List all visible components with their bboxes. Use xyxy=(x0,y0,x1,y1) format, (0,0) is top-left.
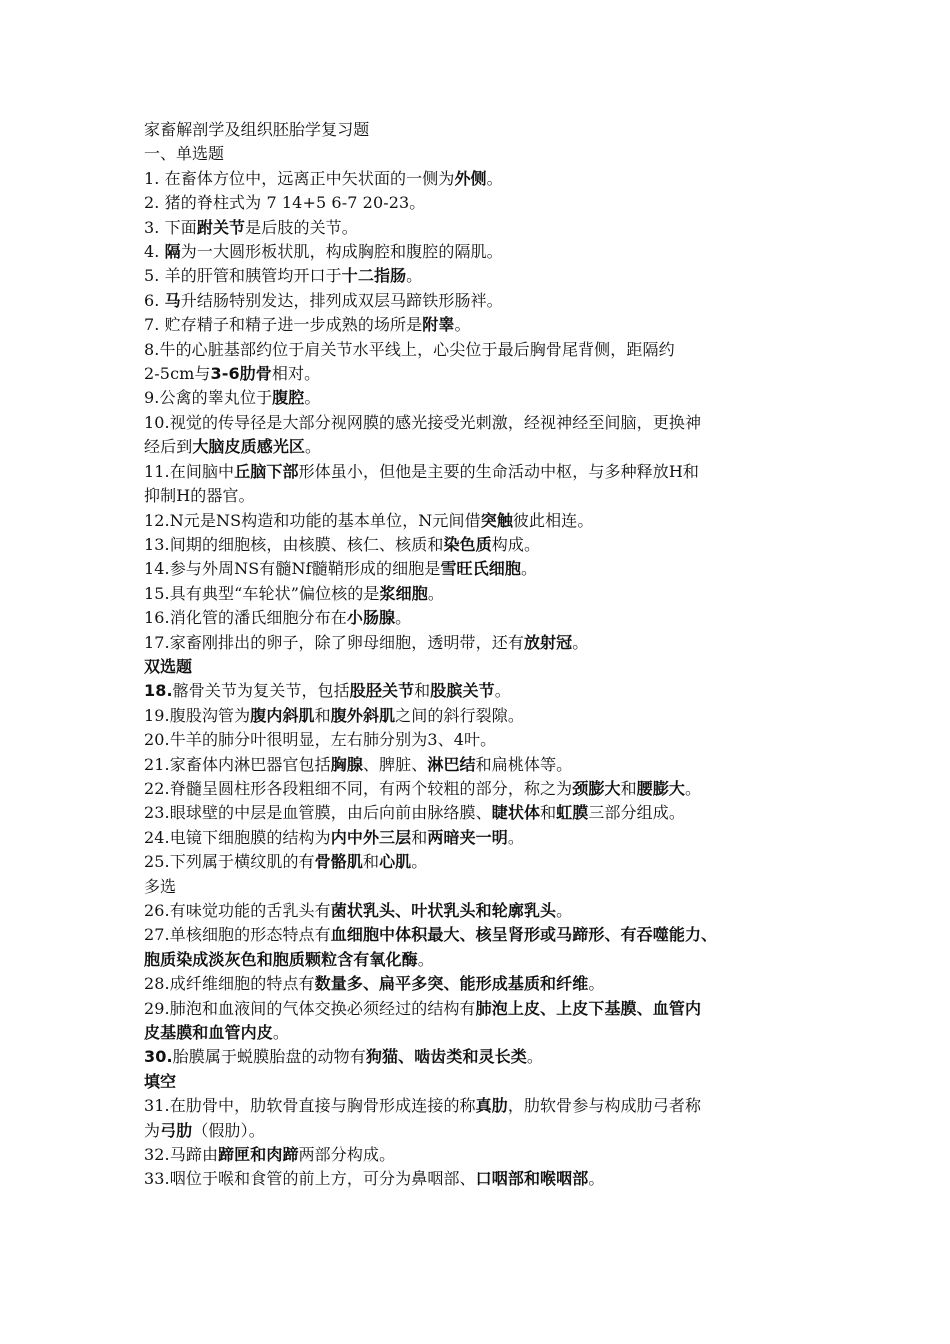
line-text: 。 xyxy=(526,1047,543,1067)
bold-answer-text: 30. xyxy=(144,1047,173,1067)
line-text: 和 xyxy=(411,827,428,847)
line-text: 彼此相连。 xyxy=(512,510,594,530)
text-line xyxy=(144,460,850,484)
text-line xyxy=(144,728,850,752)
bold-answer-text: 菌状乳头、叶状乳头和轮廓乳头 xyxy=(330,901,557,920)
bold-answer-text: 染色质 xyxy=(443,534,492,554)
text-line xyxy=(144,411,850,435)
line-text: 3. 下面 xyxy=(144,217,197,237)
line-text: 。 xyxy=(588,974,605,994)
line-text: 31.在肋骨中，肋软骨直接与胸骨形成连接的称 xyxy=(144,1096,476,1116)
text-line xyxy=(144,753,850,777)
document-title: 家畜解剖学及组织胚胎学复习题 xyxy=(144,120,370,139)
line-text: 。 xyxy=(272,1023,289,1043)
bold-answer-text: 真肋 xyxy=(475,1096,508,1116)
line-text: 髂骨关节为复关节，包括 xyxy=(172,681,350,701)
bold-answer-text: 腹腔 xyxy=(272,388,305,408)
text-line xyxy=(144,1021,850,1045)
line-text: 为 xyxy=(144,1120,161,1140)
line-text: 29.肺泡和血液间的气体交换必须经过的结构有 xyxy=(144,998,476,1018)
line-text: 28.成纤维细胞的特点有 xyxy=(144,974,315,994)
line-text: 。 xyxy=(572,632,589,652)
line-text: 1. 在畜体方位中，远离正中矢状面的一侧为 xyxy=(144,168,455,188)
line-text: 26.有味觉功能的舌乳头有 xyxy=(144,901,331,920)
bold-answer-text: 双选题 xyxy=(144,656,193,676)
text-line xyxy=(144,386,850,410)
line-text: 19.腹股沟管为 xyxy=(144,705,251,725)
line-text: 。 xyxy=(304,388,321,408)
line-text: 相对。 xyxy=(271,364,321,384)
section-heading xyxy=(144,655,850,679)
line-text: 和 xyxy=(362,852,380,872)
text-line xyxy=(144,1045,850,1069)
text-line xyxy=(144,801,850,825)
bold-answer-text: 小肠腺 xyxy=(346,608,396,628)
text-line xyxy=(144,923,850,947)
line-text: 升结肠特别发达，排列成双层马蹄铁形肠袢。 xyxy=(180,290,503,310)
bold-answer-text: 放射冠 xyxy=(523,632,573,652)
line-text: 17.家畜刚排出的卵子，除了卵母细胞，透明带，还有 xyxy=(144,632,524,652)
text-line xyxy=(144,582,850,606)
line-text: 。 xyxy=(395,608,412,628)
bold-answer-text: 睫状体 xyxy=(491,803,541,823)
line-text: 11.在间脑中 xyxy=(144,461,235,481)
line-text: 25.下列属于横纹肌的有 xyxy=(144,852,315,872)
line-text: 和 xyxy=(540,803,557,823)
line-text: 5. 羊的肝管和胰管均开口于 xyxy=(144,266,342,286)
line-text: 多选 xyxy=(144,876,177,896)
line-text: 2. 猪的脊柱式为 7 14+5 6-7 20-23。 xyxy=(144,193,426,213)
bold-answer-text: 颈膨大 xyxy=(572,778,621,798)
bold-answer-text: 突触 xyxy=(480,510,513,530)
line-text: 27.单核细胞的形态特点有 xyxy=(144,925,331,945)
line-text: 13.间期的细胞核，由核膜、核仁、核质和 xyxy=(144,534,444,554)
text-line xyxy=(144,631,850,655)
bold-answer-text: 外侧 xyxy=(454,168,487,188)
text-line xyxy=(144,509,850,533)
line-text: 抑制H的器官。 xyxy=(144,486,255,506)
line-text: 。 xyxy=(556,901,573,920)
line-text: 23.眼球壁的中层是血管膜，由后向前由脉络膜、 xyxy=(144,803,492,823)
text-line xyxy=(144,948,850,972)
line-text: 。 xyxy=(494,681,511,701)
text-line xyxy=(144,1167,850,1191)
line-text: 4. xyxy=(144,242,165,262)
line-text: 。 xyxy=(417,949,434,969)
bold-answer-text: 隔 xyxy=(164,242,181,262)
line-text: 10.视觉的传导径是大部分视网膜的感光接受光刺激，经视神经至间脑，更换神 xyxy=(144,412,702,432)
line-text: 2-5cm与 xyxy=(144,364,211,384)
line-text: 21.家畜体内淋巴器官包括 xyxy=(144,754,331,774)
bold-answer-text: 大脑皮质感光区 xyxy=(192,437,306,457)
text-line xyxy=(144,899,850,923)
text-line xyxy=(144,850,850,874)
line-text: 。 xyxy=(588,1169,605,1189)
bold-answer-text: 丘脑下部 xyxy=(234,461,299,481)
text-line xyxy=(144,484,850,508)
line-text: 胎膜属于蜕膜胎盘的动物有 xyxy=(172,1047,366,1067)
line-text: 14.参与外周NS有髓Nf髓鞘形成的细胞是 xyxy=(144,559,441,579)
line-text: 经后到 xyxy=(144,437,193,457)
bold-answer-text: 皮基膜和血管内皮 xyxy=(144,1023,273,1043)
text-line xyxy=(144,264,850,288)
line-text: 8.牛的心脏基部约位于肩关节水平线上，心尖位于最后胸骨尾背侧，距隔约 xyxy=(144,339,675,359)
text-line xyxy=(144,313,850,337)
bold-answer-text: 股胫关节 xyxy=(349,681,415,701)
text-line xyxy=(144,216,850,240)
bold-answer-text: 附睾 xyxy=(422,315,455,335)
text-line xyxy=(144,1094,850,1118)
bold-answer-text: 血细胞中体积最大、核呈肾形或马蹄形、有吞噬能力、 xyxy=(330,925,718,945)
line-text: 构成。 xyxy=(491,534,541,554)
bold-answer-text: 弓肋 xyxy=(160,1120,193,1140)
line-text: 。 xyxy=(486,168,503,188)
text-line xyxy=(144,362,850,386)
text-line xyxy=(144,289,850,313)
line-text: 是后肢的关节。 xyxy=(245,217,358,237)
bold-answer-text: 胞质染成淡灰色和胞质颗粒含有氧化酶 xyxy=(144,949,418,969)
line-text: （假肋）。 xyxy=(192,1120,265,1140)
text-line xyxy=(144,1119,850,1143)
line-text: 之间的斜行裂隙。 xyxy=(395,705,524,725)
text-line xyxy=(144,997,850,1021)
line-text: 9.公禽的睾丸位于 xyxy=(144,388,273,408)
bold-answer-text: 18. xyxy=(144,681,173,701)
line-text: 和 xyxy=(414,681,431,701)
bold-answer-text: 两暗夹一明 xyxy=(427,827,508,847)
text-line xyxy=(144,533,850,557)
bold-answer-text: 十二指肠 xyxy=(341,266,407,286)
line-text: 。 xyxy=(520,559,538,579)
section-heading xyxy=(144,875,850,899)
line-text: 和 xyxy=(620,778,637,798)
line-text: 和 xyxy=(314,705,331,725)
bold-answer-text: 跗关节 xyxy=(196,217,246,237)
line-text: 33.咽位于喉和食管的前上方，可分为鼻咽部、 xyxy=(144,1169,476,1189)
line-text: 两部分构成。 xyxy=(298,1145,396,1165)
text-line xyxy=(144,435,850,459)
text-line xyxy=(144,826,850,850)
line-text: 形体虽小，但他是主要的生命活动中枢，与多种释放H和 xyxy=(298,461,700,481)
document-body xyxy=(144,142,850,1191)
line-text: 12.N元是NS构造和功能的基本单位，N元间借 xyxy=(144,510,481,530)
bold-answer-text: 数量多、扁平多突、能形成基质和纤维 xyxy=(314,974,589,994)
line-text: 。 xyxy=(507,827,524,847)
bold-answer-text: 马 xyxy=(164,290,181,310)
line-text: 。 xyxy=(684,778,702,798)
bold-answer-text: 腹内斜肌 xyxy=(250,705,315,725)
text-line xyxy=(144,191,850,215)
line-text: 。 xyxy=(411,852,428,872)
line-text: 32.马蹄由 xyxy=(144,1145,219,1165)
line-text: 22.脊髓呈圆柱形各段粗细不同，有两个较粗的部分，称之为 xyxy=(144,778,573,798)
bold-answer-text: 内中外三层 xyxy=(330,827,412,847)
section-heading xyxy=(144,1070,850,1094)
text-line xyxy=(144,606,850,630)
text-line xyxy=(144,338,850,362)
bold-answer-text: 虹膜 xyxy=(556,803,589,823)
text-line xyxy=(144,167,850,191)
line-text: 6. xyxy=(144,290,165,310)
bold-answer-text: 心肌 xyxy=(379,852,412,872)
bold-answer-text: 填空 xyxy=(144,1071,177,1091)
bold-answer-text: 肺泡上皮、上皮下基膜、血管内 xyxy=(475,998,702,1018)
bold-answer-text: 狗猫、啮齿类和灵长类 xyxy=(365,1047,527,1067)
text-line xyxy=(144,972,850,996)
line-text: ，肋软骨参与构成肋弓者称 xyxy=(507,1096,702,1116)
text-line xyxy=(144,1143,850,1167)
bold-answer-text: 雪旺氏细胞 xyxy=(440,559,521,579)
bold-answer-text: 骨骼肌 xyxy=(314,852,363,872)
bold-answer-text: 腰膨大 xyxy=(636,778,685,798)
bold-answer-text: 胸腺 xyxy=(330,754,363,774)
bold-answer-text: 口咽部和喉咽部 xyxy=(475,1169,589,1189)
text-line xyxy=(144,777,850,801)
line-text: 20.牛羊的肺分叶很明显，左右肺分别为3、4叶。 xyxy=(144,730,497,750)
section-heading xyxy=(144,142,850,166)
bold-answer-text: 腹外斜肌 xyxy=(330,705,396,725)
line-text: 、脾脏、 xyxy=(362,754,428,774)
bold-answer-text: 3-6肋骨 xyxy=(210,364,272,384)
line-text: 。 xyxy=(454,315,471,335)
bold-answer-text: 蹄匣和肉蹄 xyxy=(218,1145,299,1165)
line-text: 。 xyxy=(406,266,423,286)
line-text: 三部分组成。 xyxy=(588,803,685,823)
line-text: 7. 贮存精子和精子进一步成熟的场所是 xyxy=(144,315,423,335)
text-line xyxy=(144,704,850,728)
text-line xyxy=(144,557,850,581)
text-line xyxy=(144,240,850,264)
bold-answer-text: 浆细胞 xyxy=(379,583,428,603)
line-text: 一、单选题 xyxy=(144,144,225,164)
bold-answer-text: 股膑关节 xyxy=(430,681,495,701)
line-text: 24.电镜下细胞膜的结构为 xyxy=(144,827,331,847)
bold-answer-text: 淋巴结 xyxy=(427,754,476,774)
line-text: 。 xyxy=(305,437,322,457)
text-line xyxy=(144,679,850,703)
line-text: 15.具有典型“车轮状”偏位核的是 xyxy=(144,583,380,603)
line-text: 16.消化管的潘氏细胞分布在 xyxy=(144,608,347,628)
line-text: 和扁桃体等。 xyxy=(475,754,573,774)
line-text: 为一大圆形板状肌，构成胸腔和腹腔的隔肌。 xyxy=(180,242,503,262)
line-text: 。 xyxy=(427,583,444,603)
